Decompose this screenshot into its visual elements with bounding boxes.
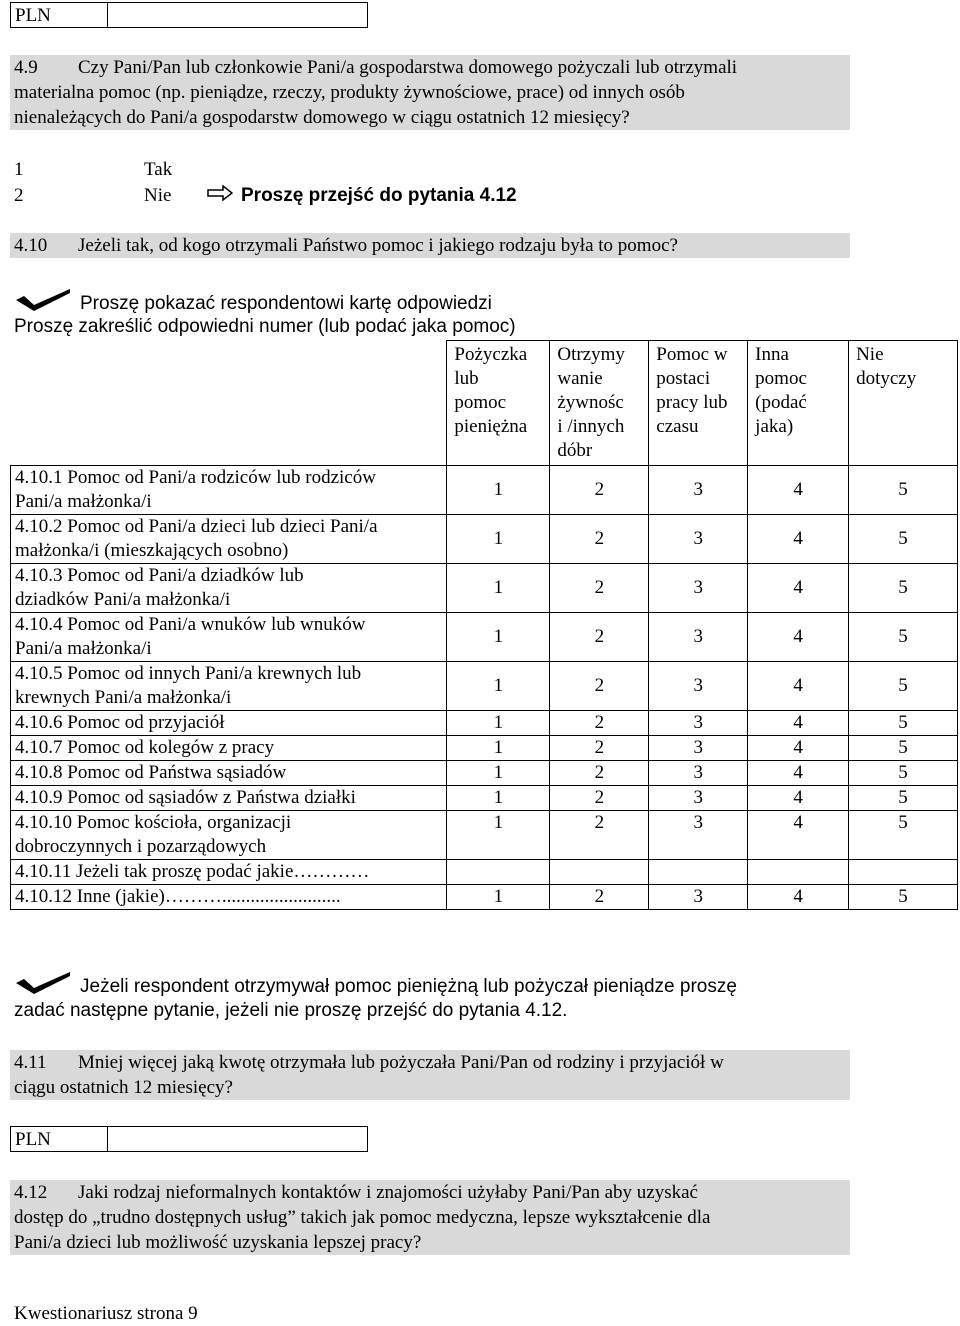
answer-code-cell[interactable]: 4 — [748, 884, 849, 909]
answer-code-cell[interactable]: 3 — [649, 710, 748, 735]
answer-code-cell[interactable]: 2 — [550, 735, 649, 760]
row-label-line2: Pani/a małżonka/i — [15, 637, 152, 659]
answer-code-cell[interactable]: 3 — [649, 785, 748, 810]
help-source-table — [10, 340, 958, 910]
answer-code-cell[interactable]: 1 — [447, 735, 550, 760]
question-text-line2: dostęp do „trudno dostępnych usług” takich jak pomoc medyczna, lepsze wykształcenie dla — [14, 1207, 711, 1228]
answer-code-cell[interactable]: 3 — [649, 465, 748, 514]
answer-code-cell[interactable]: 5 — [849, 514, 958, 563]
table-row — [11, 735, 958, 760]
row-label-line2: dziadków Pani/a małżonka/i — [15, 588, 231, 610]
row-label — [11, 735, 447, 760]
question-text: Jeżeli tak, od kogo otrzymali Państwo pomoc i jakiego rodzaju była to pomoc? — [78, 235, 678, 256]
column-header-line: wanie — [557, 368, 603, 389]
column-header — [550, 341, 649, 466]
table-row — [11, 612, 958, 661]
answer-code-cell[interactable]: 3 — [649, 735, 748, 760]
column-header-line: Pomoc w — [656, 344, 728, 365]
pln-answer-box-top[interactable] — [10, 2, 368, 28]
page-footer: Kwestionariusz strona 9 — [14, 1303, 198, 1324]
question-text-line2: materialna pomoc (np. pieniądze, rzeczy, produkty żywnościowe, prace) od innych osób — [14, 82, 685, 103]
answer-code-cell[interactable]: 2 — [550, 661, 649, 710]
arrow-right-icon — [207, 183, 241, 208]
answer-code-cell[interactable]: 1 — [447, 514, 550, 563]
row-label-line2: Pani/a małżonka/i — [15, 490, 152, 512]
row-label-line1: 4.10.11 Jeżeli tak proszę podać jakie………… — [15, 860, 370, 882]
question-text: Mniej więcej jaką kwotę otrzymała lub pożyczała Pani/Pan od rodziny i przyjaciół w — [78, 1052, 724, 1073]
answer-code-cell[interactable]: 1 — [447, 465, 550, 514]
question-number: 4.12 — [14, 1182, 48, 1203]
column-header-line: jaka) — [755, 416, 794, 437]
question-4-9-line1 — [14, 55, 850, 80]
row-label-line1: 4.10.2 Pomoc od Pani/a dzieci lub dzieci Pani/a — [15, 515, 378, 537]
table-row — [11, 563, 958, 612]
row-label — [11, 810, 447, 859]
row-label-line1: 4.10.3 Pomoc od Pani/a dziadków lub — [15, 564, 304, 586]
answer-code-cell[interactable]: 2 — [550, 760, 649, 785]
answer-code-cell[interactable]: 5 — [849, 810, 958, 859]
answer-code-cell[interactable]: 5 — [849, 661, 958, 710]
answer-code-cell[interactable]: 1 — [447, 810, 550, 859]
answer-code-cell[interactable]: 1 — [447, 760, 550, 785]
answer-code-cell — [649, 859, 748, 884]
row-label-line1: 4.10.4 Pomoc od Pani/a wnuków lub wnuków — [15, 613, 366, 635]
question-text-line2: ciągu ostatnich 12 miesięcy? — [14, 1077, 233, 1098]
column-header-line: lub — [454, 368, 479, 389]
row-label — [11, 563, 447, 612]
table-row — [11, 514, 958, 563]
answer-code-cell[interactable]: 4 — [748, 514, 849, 563]
row-label-line1: 4.10.7 Pomoc od kolegów z pracy — [15, 736, 275, 758]
answer-code-cell[interactable]: 3 — [649, 514, 748, 563]
answer-code-cell[interactable]: 4 — [748, 563, 849, 612]
answer-code-cell[interactable]: 3 — [649, 884, 748, 909]
answer-code-cell[interactable]: 5 — [849, 760, 958, 785]
answer-code-cell[interactable]: 3 — [649, 810, 748, 859]
answer-code-cell[interactable]: 1 — [447, 563, 550, 612]
answer-code-cell[interactable]: 4 — [748, 760, 849, 785]
question-4-11 — [10, 1050, 850, 1100]
answer-code-cell[interactable]: 3 — [649, 612, 748, 661]
row-label — [11, 785, 447, 810]
table-row — [11, 859, 958, 884]
column-header-line: żywnośc — [557, 392, 624, 413]
answer-code-cell[interactable]: 4 — [748, 661, 849, 710]
option-code: 2 — [14, 185, 24, 206]
table-row — [11, 785, 958, 810]
question-text-line3: nienależących do Pani/a gospodarstw domowego w ciągu ostatnich 12 miesięcy? — [14, 107, 630, 128]
column-header-line: (podać — [755, 392, 807, 413]
row-label-line2: dobroczynnych i pozarządowych — [15, 835, 267, 857]
currency-label: PLN — [15, 1129, 51, 1150]
row-label — [11, 514, 447, 563]
option-label: Nie — [144, 185, 172, 206]
question-4-12 — [10, 1180, 850, 1255]
row-label-line1: 4.10.6 Pomoc od przyjaciół — [15, 711, 225, 733]
answer-code-cell[interactable]: 1 — [447, 661, 550, 710]
column-header-line: pieniężna — [454, 416, 528, 437]
table-row — [11, 661, 958, 710]
answer-code-cell[interactable]: 2 — [550, 612, 649, 661]
note-text-line2: zadać następne pytanie, jeżeli nie proszę przejść do pytania 4.12. — [14, 1000, 568, 1021]
row-label — [11, 884, 447, 909]
answer-code-cell[interactable]: 4 — [748, 710, 849, 735]
column-header — [748, 341, 849, 466]
answer-code-cell[interactable]: 1 — [447, 785, 550, 810]
column-header-line: dóbr — [557, 440, 593, 461]
question-number: 4.9 — [14, 57, 38, 78]
answer-code-cell[interactable]: 4 — [748, 735, 849, 760]
question-4-10 — [10, 233, 850, 258]
answer-code-cell[interactable]: 4 — [748, 810, 849, 859]
note-text: Proszę pokazać respondentowi kartę odpowiedzi — [80, 293, 492, 314]
answer-code-cell[interactable]: 2 — [550, 465, 649, 514]
note-text: Jeżeli respondent otrzymywał pomoc pieniężną lub pożyczał pieniądze proszę — [80, 976, 737, 997]
question-text-line3: Pani/a dzieci lub możliwość uzyskania lepszej pracy? — [14, 1232, 422, 1253]
column-header-line: pomoc — [755, 368, 807, 389]
answer-code-cell[interactable]: 4 — [748, 785, 849, 810]
column-header-line: Pożyczka — [454, 344, 528, 365]
answer-code-cell — [447, 859, 550, 884]
row-label-line2: krewnych Pani/a małżonka/i — [15, 686, 232, 708]
column-header — [447, 341, 550, 466]
skip-instruction: Proszę przejść do pytania 4.12 — [241, 185, 517, 206]
answer-code-cell — [748, 859, 849, 884]
answer-code-cell[interactable]: 4 — [748, 465, 849, 514]
answer-code-cell[interactable]: 3 — [649, 563, 748, 612]
answer-code-cell[interactable]: 2 — [550, 785, 649, 810]
column-header-line: dotyczy — [856, 368, 917, 389]
column-header-line: Inna — [755, 344, 789, 365]
answer-code-cell[interactable]: 5 — [849, 710, 958, 735]
answer-code-cell[interactable]: 3 — [649, 661, 748, 710]
row-label — [11, 760, 447, 785]
column-header-line: pracy lub — [656, 392, 728, 413]
answer-code-cell[interactable]: 5 — [849, 785, 958, 810]
row-label — [11, 710, 447, 735]
answer-code-cell[interactable]: 2 — [550, 563, 649, 612]
table-row — [11, 760, 958, 785]
header-blank-cell — [11, 341, 447, 466]
row-label — [11, 612, 447, 661]
answer-code-cell — [550, 859, 649, 884]
column-header-line: Otrzymy — [557, 344, 625, 365]
row-label — [11, 465, 447, 514]
note-instruction: Proszę zakreślić odpowiedni numer (lub podać jaka pomoc) — [14, 316, 516, 337]
question-number: 4.10 — [14, 235, 48, 256]
answer-code-cell[interactable]: 5 — [849, 884, 958, 909]
row-label — [11, 859, 447, 884]
answer-option-nie[interactable] — [14, 183, 517, 208]
currency-label: PLN — [15, 5, 51, 26]
answer-code-cell[interactable]: 2 — [550, 514, 649, 563]
table-row — [11, 465, 958, 514]
answer-code-cell[interactable]: 2 — [550, 710, 649, 735]
table-row — [11, 710, 958, 735]
answer-code-cell[interactable]: 1 — [447, 710, 550, 735]
row-label-line2: małżonka/i (mieszkających osobno) — [15, 539, 289, 561]
question-4-9 — [10, 55, 850, 130]
row-label-line1: 4.10.1 Pomoc od Pani/a rodziców lub rodziców — [15, 466, 376, 488]
table-header-row — [11, 341, 958, 466]
box-divider — [107, 1127, 108, 1151]
answer-code-cell[interactable]: 5 — [849, 465, 958, 514]
answer-code-cell[interactable]: 2 — [550, 810, 649, 859]
column-header-line: czasu — [656, 416, 699, 437]
answer-code-cell[interactable]: 5 — [849, 612, 958, 661]
pln-answer-box-bottom[interactable] — [10, 1126, 368, 1152]
answer-code-cell[interactable]: 3 — [649, 760, 748, 785]
column-header-line: pomoc — [454, 392, 507, 413]
column-header — [649, 341, 748, 466]
answer-code-cell[interactable]: 5 — [849, 563, 958, 612]
option-code: 1 — [14, 159, 24, 180]
column-header-line: Nie — [856, 344, 884, 365]
column-header-line: i /innych — [557, 416, 625, 437]
answer-code-cell — [849, 859, 958, 884]
table-row — [11, 810, 958, 859]
row-label — [11, 661, 447, 710]
column-header-line: postaci — [656, 368, 711, 389]
answer-code-cell[interactable]: 1 — [447, 884, 550, 909]
answer-code-cell[interactable]: 4 — [748, 612, 849, 661]
row-label-line1: 4.10.12 Inne (jakie)………......................... — [15, 885, 341, 907]
answer-code-cell[interactable]: 5 — [849, 735, 958, 760]
question-text: Jaki rodzaj nieformalnych kontaktów i znajomości użyłaby Pani/Pan aby uzyskać — [78, 1182, 698, 1203]
row-label-line1: 4.10.10 Pomoc kościoła, organizacji — [15, 811, 292, 833]
table-row — [11, 884, 958, 909]
question-number: 4.11 — [14, 1052, 47, 1073]
row-label-line1: 4.10.9 Pomoc od sąsiadów z Państwa działki — [15, 786, 356, 808]
row-label-line1: 4.10.8 Pomoc od Państwa sąsiadów — [15, 761, 287, 783]
column-header — [849, 341, 958, 466]
answer-code-cell[interactable]: 1 — [447, 612, 550, 661]
question-text: Czy Pani/Pan lub członkowie Pani/a gospodarstwa domowego pożyczali lub otrzymali — [78, 57, 738, 78]
answer-option-tak[interactable] — [14, 157, 172, 182]
answer-code-cell[interactable]: 2 — [550, 884, 649, 909]
box-divider — [107, 3, 108, 27]
option-label: Tak — [144, 159, 173, 180]
row-label-line1: 4.10.5 Pomoc od innych Pani/a krewnych lub — [15, 662, 362, 684]
